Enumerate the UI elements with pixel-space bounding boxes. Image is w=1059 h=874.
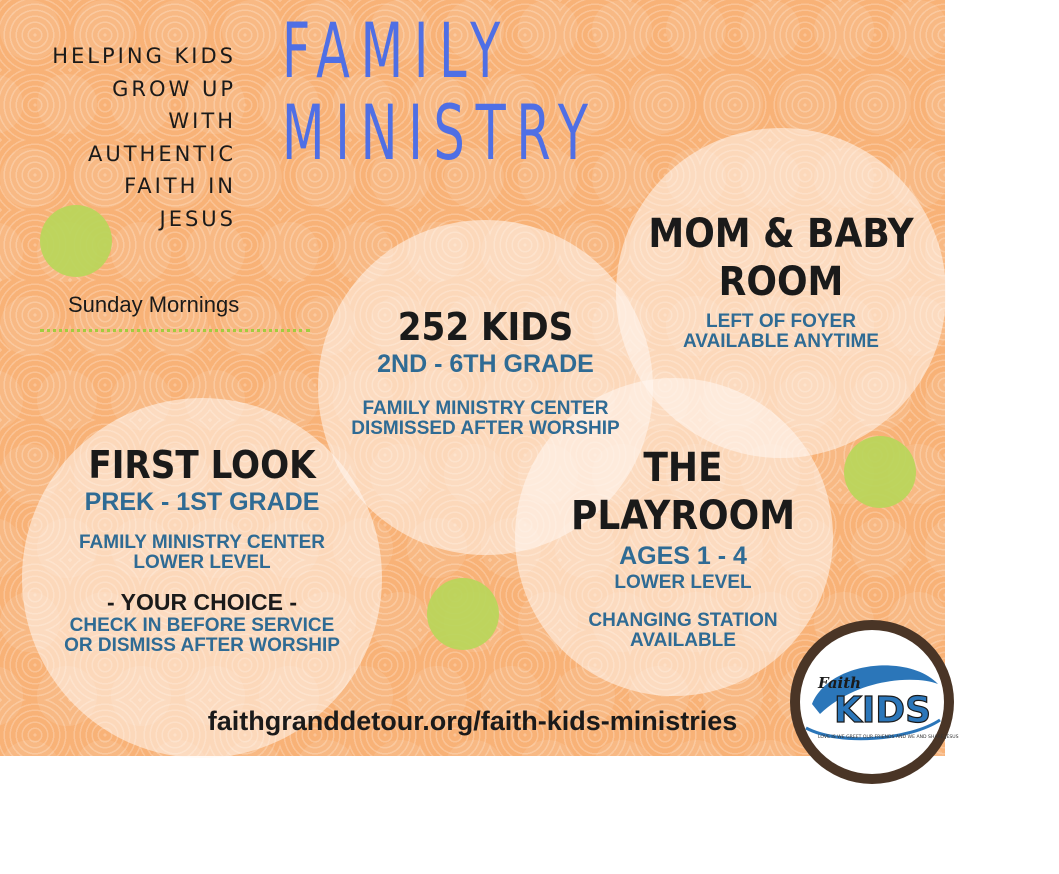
playroom-heading-2: PLAYROOM [570, 493, 796, 539]
playroom-detail-1: CHANGING STATION [588, 610, 778, 631]
background-ring [0, 518, 23, 578]
kids-252-heading: 252 KIDS [397, 305, 574, 349]
logo-word-faith: Faith [818, 674, 862, 692]
first-look-heading: FIRST LOOK [88, 443, 316, 487]
tagline-line: WITH [168, 109, 236, 133]
background-ring [370, 740, 430, 800]
background-ring [0, 740, 60, 800]
background-ring [962, 444, 1022, 504]
background-ring [111, 814, 171, 874]
kids-252-detail-2: DISMISSED AFTER WORSHIP [351, 418, 620, 439]
background-ring [666, 0, 726, 60]
background-ring [962, 592, 1022, 652]
mom-baby-detail-1: LEFT OF FOYER [706, 311, 856, 332]
title-line-2: MINISTRY [282, 88, 599, 177]
background-ring [925, 370, 985, 430]
background-ring [518, 740, 578, 800]
logo-art [800, 630, 959, 774]
kids-252-detail-1: FAMILY MINISTRY CENTER [362, 398, 609, 419]
background-ring [74, 740, 134, 800]
background-ring [962, 0, 1022, 60]
background-ring [407, 814, 467, 874]
title-line-1: FAMILY [282, 6, 511, 95]
background-ring [37, 814, 97, 874]
background-ring [851, 74, 911, 134]
tagline-line: HELPING KIDS [52, 44, 236, 68]
mom-baby-detail-2: AVAILABLE ANYTIME [683, 331, 879, 352]
sunday-mornings-label: Sunday Mornings [68, 292, 240, 317]
tagline-line: JESUS [159, 206, 236, 231]
background-ring [333, 814, 393, 874]
background-ring [296, 740, 356, 800]
background-ring [259, 814, 319, 874]
logo-word-kids: KIDS [834, 690, 932, 731]
background-ring [592, 740, 652, 800]
background-ring [777, 74, 837, 134]
background-ring [37, 370, 97, 430]
logo-tagline: LOVE IS WE GREET OUR FRIENDS AND WE AND SHARE JESUS [818, 735, 959, 740]
background-ring [185, 814, 245, 874]
background-ring [925, 518, 985, 578]
background-ring [592, 0, 652, 60]
playroom-heading-1: THE [643, 445, 723, 491]
background-ring [814, 0, 874, 60]
first-look-grade: PREK - 1ST GRADE [84, 488, 320, 516]
kids-252-section [318, 305, 653, 439]
tagline-line: AUTHENTIC [87, 141, 236, 166]
dotted-divider [40, 329, 310, 332]
background-ring [703, 814, 763, 874]
background-ring [444, 740, 504, 800]
background-ring [851, 518, 911, 578]
mom-baby-section [616, 211, 946, 352]
background-ring [962, 740, 1022, 800]
background-ring [777, 814, 837, 874]
background-ring [666, 740, 726, 800]
mom-baby-heading-2: ROOM [718, 259, 844, 305]
kids-252-grade: 2ND - 6TH GRADE [377, 350, 594, 378]
background-ring [999, 370, 1059, 430]
background-ring [999, 518, 1059, 578]
background-ring [925, 814, 985, 874]
your-choice-detail-1: CHECK IN BEFORE SERVICE [69, 615, 335, 636]
first-look-detail-2: LOWER LEVEL [133, 552, 271, 573]
your-choice-heading: - YOUR CHOICE - [107, 589, 297, 615]
background-ring [999, 814, 1059, 874]
background-ring [259, 222, 319, 282]
logo-face [800, 630, 959, 774]
background-ring [629, 814, 689, 874]
playroom-level: LOWER LEVEL [614, 572, 752, 593]
background-ring [0, 814, 23, 874]
background-ring [962, 148, 1022, 208]
tagline-line: GROW UP [112, 76, 236, 101]
background-ring [999, 222, 1059, 282]
faith-kids-logo [790, 620, 959, 784]
tagline-line: FAITH IN [124, 174, 236, 198]
background-ring [999, 666, 1059, 726]
page-title [282, 6, 599, 177]
background-ring [999, 74, 1059, 134]
background-ring [740, 740, 800, 800]
background-ring [925, 74, 985, 134]
background-ring [0, 296, 60, 356]
background-ring [0, 370, 23, 430]
tagline [10, 40, 236, 235]
mom-baby-heading-1: MOM & BABY [648, 211, 914, 257]
background-ring [555, 814, 615, 874]
playroom-detail-2: AVAILABLE [630, 630, 736, 651]
background-ring [740, 0, 800, 60]
your-choice-detail-2: OR DISMISS AFTER WORSHIP [64, 635, 340, 656]
green-dot-middle [427, 578, 499, 650]
first-look-section [22, 443, 382, 656]
first-look-detail-1: FAMILY MINISTRY CENTER [79, 532, 325, 553]
background-ring [962, 296, 1022, 356]
background-ring [888, 0, 948, 60]
background-ring [851, 814, 911, 874]
background-ring [629, 74, 689, 134]
playroom-section [515, 445, 851, 651]
ministry-url[interactable]: faithgranddetour.org/faith-kids-ministries [207, 706, 738, 736]
playroom-ages: AGES 1 - 4 [619, 542, 747, 570]
background-ring [592, 148, 652, 208]
green-dot-right [844, 436, 916, 508]
background-ring [703, 74, 763, 134]
background-ring [481, 814, 541, 874]
